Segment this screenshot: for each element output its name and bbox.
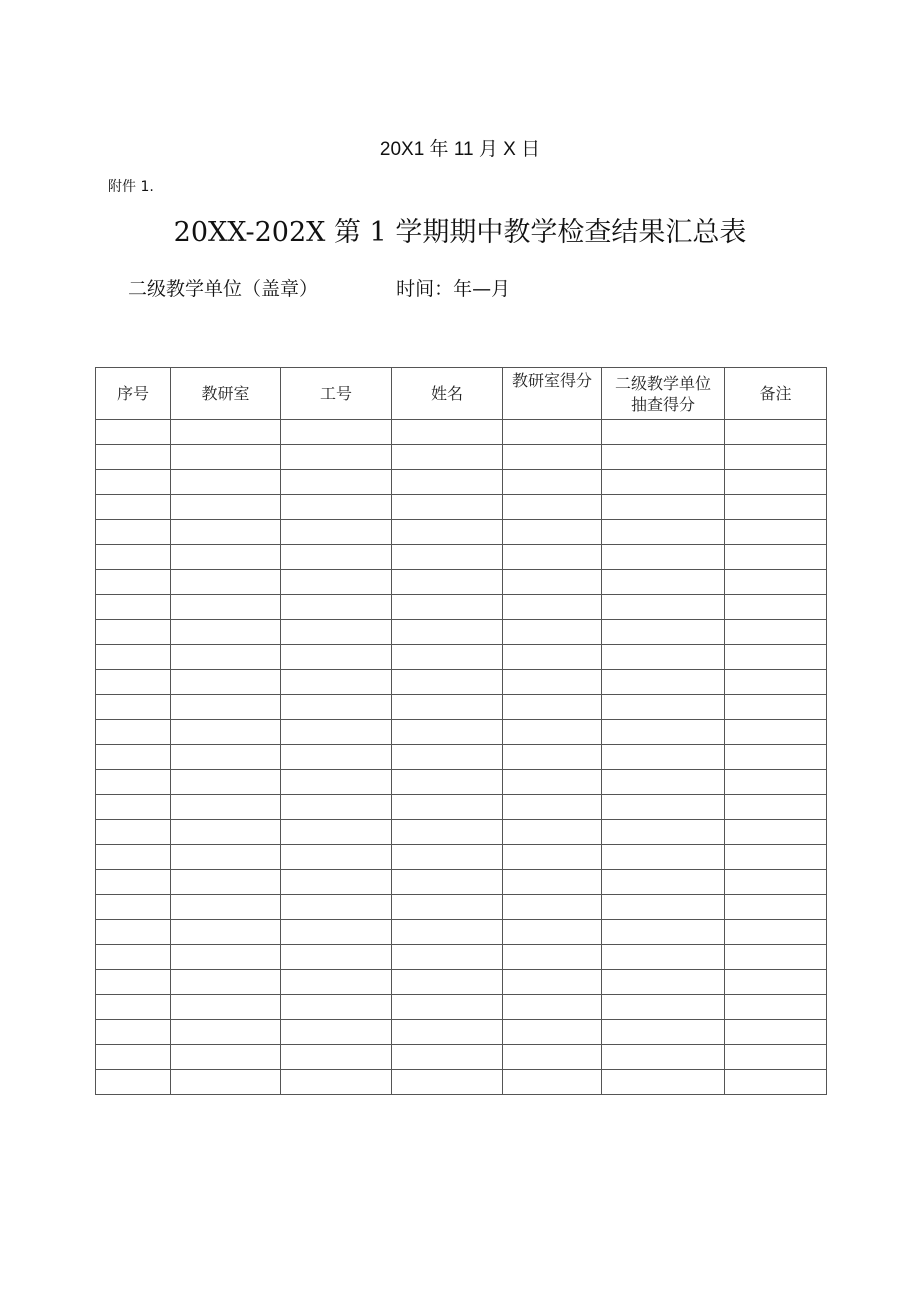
table-cell-unit-score xyxy=(602,670,725,695)
table-cell-office-score xyxy=(503,470,602,495)
table-cell-name xyxy=(392,495,503,520)
table-row xyxy=(96,445,827,470)
table-cell-office-score xyxy=(503,445,602,470)
table-cell-unit-score xyxy=(602,445,725,470)
table-cell-index xyxy=(96,1045,171,1070)
table-cell-remarks xyxy=(725,895,827,920)
table-cell-office xyxy=(171,470,281,495)
table-cell-office xyxy=(171,920,281,945)
table-row xyxy=(96,870,827,895)
table-cell-staff-id xyxy=(281,545,392,570)
table-cell-name xyxy=(392,945,503,970)
table-cell-index xyxy=(96,895,171,920)
table-header-row xyxy=(96,368,827,420)
table-cell-index xyxy=(96,695,171,720)
table-cell-index xyxy=(96,995,171,1020)
table-cell-office xyxy=(171,745,281,770)
table-row xyxy=(96,520,827,545)
table-cell-remarks xyxy=(725,645,827,670)
document-date: 20X1 年 11 月 X 日 xyxy=(379,139,541,160)
table-cell-office-score xyxy=(503,920,602,945)
table-cell-name xyxy=(392,520,503,545)
table-row xyxy=(96,795,827,820)
table-row xyxy=(96,845,827,870)
table-row xyxy=(96,820,827,845)
table-cell-remarks xyxy=(725,570,827,595)
time-label: 时间：年—月 xyxy=(396,278,511,300)
column-header-staff-id: 工号 xyxy=(281,368,392,420)
table-cell-remarks xyxy=(725,545,827,570)
table-row xyxy=(96,720,827,745)
table-cell-office xyxy=(171,1045,281,1070)
table-cell-office-score xyxy=(503,570,602,595)
table-cell-unit-score xyxy=(602,820,725,845)
table-cell-office-score xyxy=(503,870,602,895)
table-cell-remarks xyxy=(725,595,827,620)
table-cell-index xyxy=(96,645,171,670)
table-cell-office xyxy=(171,1070,281,1095)
table-cell-index xyxy=(96,1020,171,1045)
table-cell-staff-id xyxy=(281,870,392,895)
page-title: 20XX-202X 第 1 学期期中教学检查结果汇总表 xyxy=(173,217,747,248)
table-cell-name xyxy=(392,795,503,820)
table-cell-index xyxy=(96,520,171,545)
table-cell-office xyxy=(171,445,281,470)
table-cell-remarks xyxy=(725,420,827,445)
table-cell-remarks xyxy=(725,970,827,995)
table-cell-staff-id xyxy=(281,945,392,970)
table-cell-index xyxy=(96,945,171,970)
table-cell-office-score xyxy=(503,420,602,445)
table-cell-remarks xyxy=(725,795,827,820)
table-cell-unit-score xyxy=(602,970,725,995)
table-cell-remarks xyxy=(725,445,827,470)
table-cell-staff-id xyxy=(281,595,392,620)
table-cell-name xyxy=(392,545,503,570)
table-row xyxy=(96,745,827,770)
table-cell-office-score xyxy=(503,495,602,520)
table-cell-index xyxy=(96,820,171,845)
table-cell-unit-score xyxy=(602,470,725,495)
table-cell-name xyxy=(392,620,503,645)
table-cell-index xyxy=(96,1070,171,1095)
table-cell-name xyxy=(392,420,503,445)
table-cell-name xyxy=(392,920,503,945)
table-cell-name xyxy=(392,720,503,745)
table-cell-office xyxy=(171,520,281,545)
table-cell-office-score xyxy=(503,770,602,795)
table-row xyxy=(96,1020,827,1045)
table-cell-name xyxy=(392,1045,503,1070)
table-cell-remarks xyxy=(725,470,827,495)
table-cell-name xyxy=(392,645,503,670)
table-cell-office-score xyxy=(503,970,602,995)
table-cell-remarks xyxy=(725,920,827,945)
table-cell-index xyxy=(96,870,171,895)
table-cell-index xyxy=(96,620,171,645)
column-header-name: 姓名 xyxy=(392,368,503,420)
table-cell-office-score xyxy=(503,895,602,920)
table-cell-office-score xyxy=(503,645,602,670)
table-cell-unit-score xyxy=(602,1070,725,1095)
table-cell-unit-score xyxy=(602,920,725,945)
table-cell-index xyxy=(96,595,171,620)
table-cell-office-score xyxy=(503,745,602,770)
table-cell-office-score xyxy=(503,1070,602,1095)
table-cell-unit-score xyxy=(602,770,725,795)
table-cell-staff-id xyxy=(281,420,392,445)
table-cell-unit-score xyxy=(602,495,725,520)
table-cell-office-score xyxy=(503,820,602,845)
table-cell-staff-id xyxy=(281,720,392,745)
table-cell-office-score xyxy=(503,1020,602,1045)
table-cell-office xyxy=(171,720,281,745)
column-header-office: 教研室 xyxy=(171,368,281,420)
table-cell-remarks xyxy=(725,520,827,545)
table-cell-name xyxy=(392,995,503,1020)
table-cell-unit-score xyxy=(602,420,725,445)
table-row xyxy=(96,970,827,995)
table-cell-office xyxy=(171,620,281,645)
table-cell-name xyxy=(392,695,503,720)
table-cell-office-score xyxy=(503,670,602,695)
table-cell-unit-score xyxy=(602,720,725,745)
table-cell-office xyxy=(171,845,281,870)
table-cell-remarks xyxy=(725,1020,827,1045)
table-cell-office xyxy=(171,970,281,995)
table-cell-office xyxy=(171,595,281,620)
table-cell-staff-id xyxy=(281,1020,392,1045)
table-cell-office-score xyxy=(503,1045,602,1070)
table-row xyxy=(96,695,827,720)
table-row xyxy=(96,645,827,670)
table-cell-index xyxy=(96,745,171,770)
table-cell-office xyxy=(171,570,281,595)
table-cell-staff-id xyxy=(281,745,392,770)
table-cell-name xyxy=(392,595,503,620)
table-cell-name xyxy=(392,670,503,695)
table-cell-staff-id xyxy=(281,795,392,820)
table-cell-remarks xyxy=(725,820,827,845)
table-cell-office xyxy=(171,870,281,895)
table-cell-remarks xyxy=(725,720,827,745)
table-cell-name xyxy=(392,470,503,495)
table-cell-office xyxy=(171,420,281,445)
table-cell-office xyxy=(171,645,281,670)
table-cell-staff-id xyxy=(281,670,392,695)
table-cell-office-score xyxy=(503,720,602,745)
table-cell-office xyxy=(171,495,281,520)
table-cell-unit-score xyxy=(602,870,725,895)
summary-table xyxy=(95,367,827,1095)
table-cell-office-score xyxy=(503,695,602,720)
table-row xyxy=(96,495,827,520)
table-cell-unit-score xyxy=(602,995,725,1020)
table-cell-name xyxy=(392,745,503,770)
table-cell-unit-score xyxy=(602,1020,725,1045)
table-cell-staff-id xyxy=(281,770,392,795)
table-row xyxy=(96,995,827,1020)
column-header-remarks: 备注 xyxy=(725,368,827,420)
table-cell-staff-id xyxy=(281,645,392,670)
table-cell-unit-score xyxy=(602,945,725,970)
table-body xyxy=(96,420,827,1095)
table-cell-index xyxy=(96,670,171,695)
table-cell-unit-score xyxy=(602,595,725,620)
table-cell-unit-score xyxy=(602,845,725,870)
table-cell-office-score xyxy=(503,945,602,970)
table-cell-remarks xyxy=(725,945,827,970)
table-cell-name xyxy=(392,970,503,995)
table-row xyxy=(96,1045,827,1070)
table-cell-staff-id xyxy=(281,1045,392,1070)
table-cell-unit-score xyxy=(602,795,725,820)
table-row xyxy=(96,420,827,445)
table-cell-index xyxy=(96,970,171,995)
attachment-label: 附件 1. xyxy=(108,179,154,195)
table-cell-index xyxy=(96,845,171,870)
table-cell-remarks xyxy=(725,845,827,870)
table-cell-staff-id xyxy=(281,470,392,495)
table-cell-staff-id xyxy=(281,520,392,545)
table-row xyxy=(96,595,827,620)
table-cell-staff-id xyxy=(281,695,392,720)
table-cell-index xyxy=(96,770,171,795)
table-cell-office xyxy=(171,1020,281,1045)
table-cell-staff-id xyxy=(281,995,392,1020)
column-header-office-score: 教研室得分 xyxy=(503,368,602,420)
table-cell-office xyxy=(171,820,281,845)
table-cell-name xyxy=(392,895,503,920)
table-cell-unit-score xyxy=(602,1045,725,1070)
table-cell-index xyxy=(96,545,171,570)
table-row xyxy=(96,770,827,795)
table-cell-office-score xyxy=(503,595,602,620)
table-cell-office-score xyxy=(503,795,602,820)
table-cell-name xyxy=(392,570,503,595)
table-cell-name xyxy=(392,445,503,470)
table-cell-staff-id xyxy=(281,970,392,995)
table-cell-index xyxy=(96,470,171,495)
table-cell-unit-score xyxy=(602,620,725,645)
table-cell-remarks xyxy=(725,770,827,795)
table-cell-index xyxy=(96,445,171,470)
table-cell-index xyxy=(96,570,171,595)
table-cell-unit-score xyxy=(602,520,725,545)
table-row xyxy=(96,920,827,945)
table-row xyxy=(96,620,827,645)
table-cell-remarks xyxy=(725,1070,827,1095)
table-cell-office xyxy=(171,770,281,795)
table-cell-office xyxy=(171,995,281,1020)
table-cell-name xyxy=(392,870,503,895)
table-row xyxy=(96,895,827,920)
table-cell-index xyxy=(96,920,171,945)
table-cell-staff-id xyxy=(281,1070,392,1095)
table-cell-remarks xyxy=(725,695,827,720)
table-cell-remarks xyxy=(725,870,827,895)
table-cell-remarks xyxy=(725,620,827,645)
table-cell-name xyxy=(392,1020,503,1045)
table-cell-staff-id xyxy=(281,920,392,945)
table-cell-staff-id xyxy=(281,620,392,645)
table-cell-staff-id xyxy=(281,820,392,845)
table-row xyxy=(96,945,827,970)
table-cell-office xyxy=(171,895,281,920)
table-cell-remarks xyxy=(725,495,827,520)
table-row xyxy=(96,570,827,595)
table-row xyxy=(96,545,827,570)
table-cell-unit-score xyxy=(602,545,725,570)
table-row xyxy=(96,470,827,495)
table-row xyxy=(96,1070,827,1095)
table-cell-unit-score xyxy=(602,645,725,670)
table-cell-index xyxy=(96,420,171,445)
table-cell-staff-id xyxy=(281,570,392,595)
table-cell-index xyxy=(96,795,171,820)
table-cell-staff-id xyxy=(281,845,392,870)
table-cell-office-score xyxy=(503,620,602,645)
table-cell-remarks xyxy=(725,670,827,695)
table-cell-office-score xyxy=(503,545,602,570)
meta-row xyxy=(128,274,510,301)
unit-label: 二级教学单位（盖章） xyxy=(128,278,319,300)
column-header-unit-score: 二级教学单位抽查得分 xyxy=(602,368,725,420)
table-cell-remarks xyxy=(725,1045,827,1070)
table-cell-staff-id xyxy=(281,895,392,920)
table-cell-name xyxy=(392,820,503,845)
table-cell-name xyxy=(392,845,503,870)
table-cell-remarks xyxy=(725,995,827,1020)
table-cell-office-score xyxy=(503,845,602,870)
table-row xyxy=(96,670,827,695)
table-cell-unit-score xyxy=(602,695,725,720)
table-cell-index xyxy=(96,495,171,520)
table-cell-office-score xyxy=(503,520,602,545)
table-cell-staff-id xyxy=(281,495,392,520)
table-cell-unit-score xyxy=(602,895,725,920)
table-cell-office xyxy=(171,670,281,695)
table-cell-unit-score xyxy=(602,570,725,595)
table-cell-office xyxy=(171,795,281,820)
table-cell-office-score xyxy=(503,995,602,1020)
table-cell-office xyxy=(171,545,281,570)
table-cell-office xyxy=(171,945,281,970)
table-cell-name xyxy=(392,770,503,795)
table-cell-index xyxy=(96,720,171,745)
table-cell-office xyxy=(171,695,281,720)
table-cell-unit-score xyxy=(602,745,725,770)
table-cell-staff-id xyxy=(281,445,392,470)
table-cell-remarks xyxy=(725,745,827,770)
table-cell-name xyxy=(392,1070,503,1095)
column-header-index: 序号 xyxy=(96,368,171,420)
